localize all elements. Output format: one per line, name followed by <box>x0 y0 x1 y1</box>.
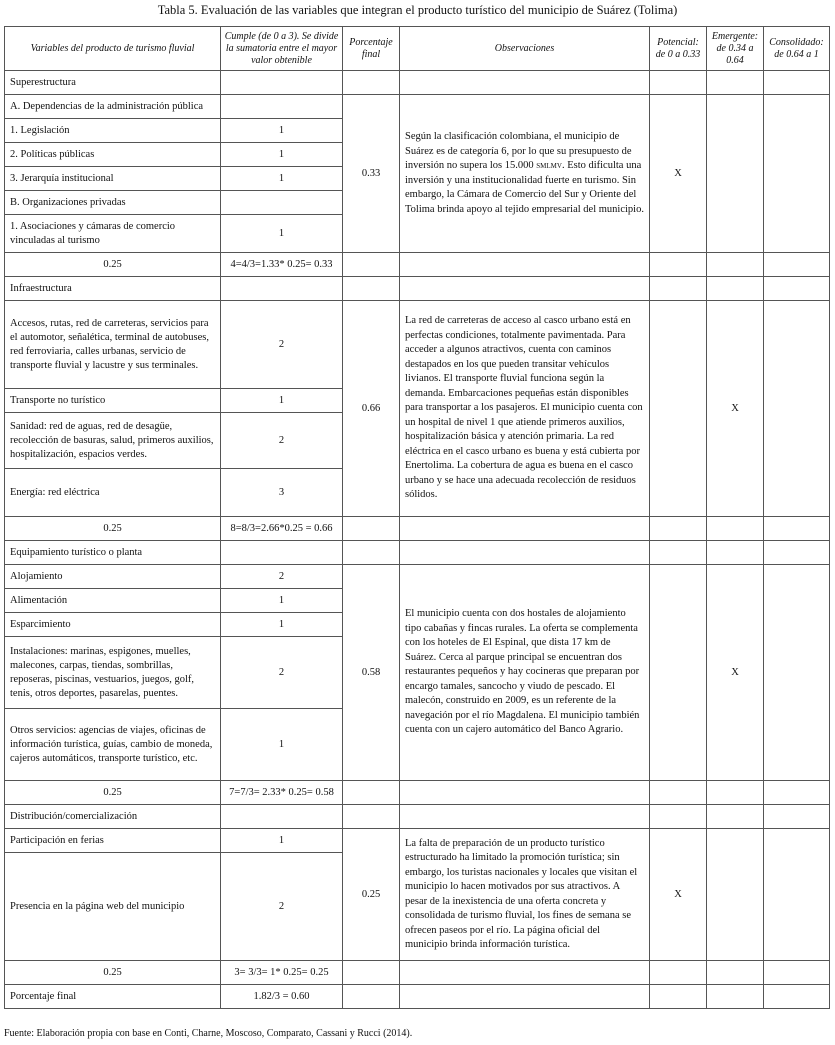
section-row-distribucion <box>5 805 830 829</box>
evaluation-table <box>4 26 830 1009</box>
variable-label: Participación en ferias <box>5 829 221 853</box>
header-observaciones: Observaciones <box>400 27 650 71</box>
final-percentage: 0.66 <box>343 301 400 517</box>
header-potencial: Potencial: de 0 a 0.33 <box>650 27 707 71</box>
observation-text: Según la clasificación colombiana, el municipio de Suárez es de categoría 6, por lo que su presupuesto de inversión no supera los 15.000 smlmv. Esto dificulta una inversión y una institucionalidad fuerte en turismo. Sin embargo, la Cámara de Comercio del Sur y Oriente del Tolima brinda apoyo al tejido empresarial del municipio. <box>400 95 650 253</box>
calculation: 7=7/3= 2.33* 0.25= 0.58 <box>221 781 343 805</box>
emergente-mark: X <box>707 565 764 781</box>
table-row <box>5 829 830 853</box>
calculation: 4=4/3=1.33* 0.25= 0.33 <box>221 253 343 277</box>
variable-score: 1 <box>221 709 343 781</box>
weight-value: 0.25 <box>5 517 221 541</box>
header-cumple: Cumple (de 0 a 3). Se divide la sumatoria entre el mayor valor obtenible <box>221 27 343 71</box>
variable-label: Instalaciones: marinas, espigones, muelles, malecones, carpas, tiendas, sombrillas, reposeras, piscinas, vestuarios, juegos, golf, tenis, otros deportes, pasarelas, puentes. <box>5 637 221 709</box>
variable-score: 2 <box>221 565 343 589</box>
section-row-infraestructura <box>5 277 830 301</box>
variable-score: 1 <box>221 215 343 253</box>
potencial-mark: X <box>650 829 707 961</box>
subtotal-row <box>5 517 830 541</box>
table-row <box>5 95 830 119</box>
observation-text: La falta de preparación de un producto turístico estructurado ha limitado la promoción turística; sin embargo, los turistas nacionales y locales que visitan el municipio lo hacen motivados por sus atractivos. A pesar de la inexistencia de una oferta concreta y consolidada de turismo fluvial, los fines de semana se ofrecen paseos por el río. La página oficial del municipio brinda información turística. <box>400 829 650 961</box>
calculation: 3= 3/3= 1* 0.25= 0.25 <box>221 961 343 985</box>
table-caption: Tabla 5. Evaluación de las variables que integran el producto turístico del municipio de Suárez (Tolima) <box>157 3 678 17</box>
source-note: Fuente: Elaboración propia con base en Conti, Charne, Moscoso, Comparato, Cassani y Rucci (2014). <box>4 1028 413 1039</box>
subtotal-row <box>5 253 830 277</box>
variable-score: 2 <box>221 853 343 961</box>
variable-label: Alojamiento <box>5 565 221 589</box>
variable-label: Transporte no turístico <box>5 389 221 413</box>
total-row <box>5 985 830 1009</box>
observation-text: La red de carreteras de acceso al casco urbano está en perfectas condiciones, totalmente pavimentada. Para acceder a algunos atractivos, cuenta con caminos destapados en los que pueden transitar vehículos livianos. El transporte fluvial funciona según la demanda. Embarcaciones pequeñas están disponibles para transportar a los pasajeros. El municipio cuenta con un hospital de nivel 1 que atiende primeros auxilios, hospitalización básica y atención primaria. La red eléctrica en el casco urbano es buena y está cubierta por Enertolima. La cobertura de agua es buena en el casco urbano y se hace una adecuada recolección de residuos sólidos. <box>400 301 650 517</box>
variable-label: 2. Políticas públicas <box>5 143 221 167</box>
variable-label: 1. Asociaciones y cámaras de comercio vinculadas al turismo <box>5 215 221 253</box>
variable-score: 2 <box>221 413 343 469</box>
observation-text: El municipio cuenta con dos hostales de alojamiento tipo cabañas y fincas rurales. La oferta se complementa con los hoteles de El Espinal, que dista 17 km de Suárez. Cerca al parque principal se encuentran dos restaurantes pequeños y hay cocineras que preparan por encargo tamales, sancocho y viudo de pescado. El malecón, construido en 2009, es un referente de la navegación por el río Magdalena. El municipio también cuenta con un cajero automático del Banco Agrario. <box>400 565 650 781</box>
variable-score: 1 <box>221 829 343 853</box>
variable-score: 1 <box>221 143 343 167</box>
subsection-label: A. Dependencias de la administración pública <box>5 95 221 119</box>
emergente-mark: X <box>707 301 764 517</box>
weight-value: 0.25 <box>5 961 221 985</box>
variable-label: Presencia en la página web del municipio <box>5 853 221 961</box>
total-label: Porcentaje final <box>5 985 221 1009</box>
section-row-superestructura <box>5 71 830 95</box>
variable-score: 2 <box>221 301 343 389</box>
header-consolidado: Consolidado: de 0.64 a 1 <box>764 27 830 71</box>
variable-score: 1 <box>221 613 343 637</box>
variable-label: Sanidad: red de aguas, red de desagüe, recolección de basuras, salud, primeros auxilios, hospitalización, espacios verdes. <box>5 413 221 469</box>
final-percentage: 0.33 <box>343 95 400 253</box>
total-calculation: 1.82/3 = 0.60 <box>221 985 343 1009</box>
table-row <box>5 301 830 389</box>
section-title: Equipamiento turístico o planta <box>5 541 221 565</box>
variable-label: 1. Legislación <box>5 119 221 143</box>
section-title: Superestructura <box>5 71 221 95</box>
variable-label: Otros servicios: agencias de viajes, oficinas de información turística, guías, cambio de moneda, cajeros automáticos, transporte turístico, etc. <box>5 709 221 781</box>
variable-score: 1 <box>221 167 343 191</box>
header-variables: Variables del producto de turismo fluvial <box>5 27 221 71</box>
potencial-mark: X <box>650 95 707 253</box>
variable-score: 2 <box>221 637 343 709</box>
weight-value: 0.25 <box>5 781 221 805</box>
final-percentage: 0.58 <box>343 565 400 781</box>
variable-score: 1 <box>221 589 343 613</box>
section-row-equipamiento <box>5 541 830 565</box>
variable-label: Esparcimiento <box>5 613 221 637</box>
header-emergente: Emergente: de 0.34 a 0.64 <box>707 27 764 71</box>
variable-label: Energía: red eléctrica <box>5 469 221 517</box>
calculation: 8=8/3=2.66*0.25 = 0.66 <box>221 517 343 541</box>
table-row <box>5 565 830 589</box>
header-porcentaje: Porcentaje final <box>343 27 400 71</box>
subtotal-row <box>5 961 830 985</box>
variable-label: Accesos, rutas, red de carreteras, servicios para el automotor, señalética, terminal de autobuses, red ferroviaria, calles urbanas, servicio de transporte fluvial y lacustre y sus terminales. <box>5 301 221 389</box>
variable-label: 3. Jerarquía institucional <box>5 167 221 191</box>
final-percentage: 0.25 <box>343 829 400 961</box>
variable-score: 1 <box>221 119 343 143</box>
table-header-row <box>5 27 830 71</box>
subtotal-row <box>5 781 830 805</box>
section-title: Distribución/comercialización <box>5 805 221 829</box>
subsection-label: B. Organizaciones privadas <box>5 191 221 215</box>
variable-score: 3 <box>221 469 343 517</box>
variable-score: 1 <box>221 389 343 413</box>
weight-value: 0.25 <box>5 253 221 277</box>
currency-unit: smlmv <box>536 160 562 171</box>
section-title: Infraestructura <box>5 277 221 301</box>
variable-label: Alimentación <box>5 589 221 613</box>
